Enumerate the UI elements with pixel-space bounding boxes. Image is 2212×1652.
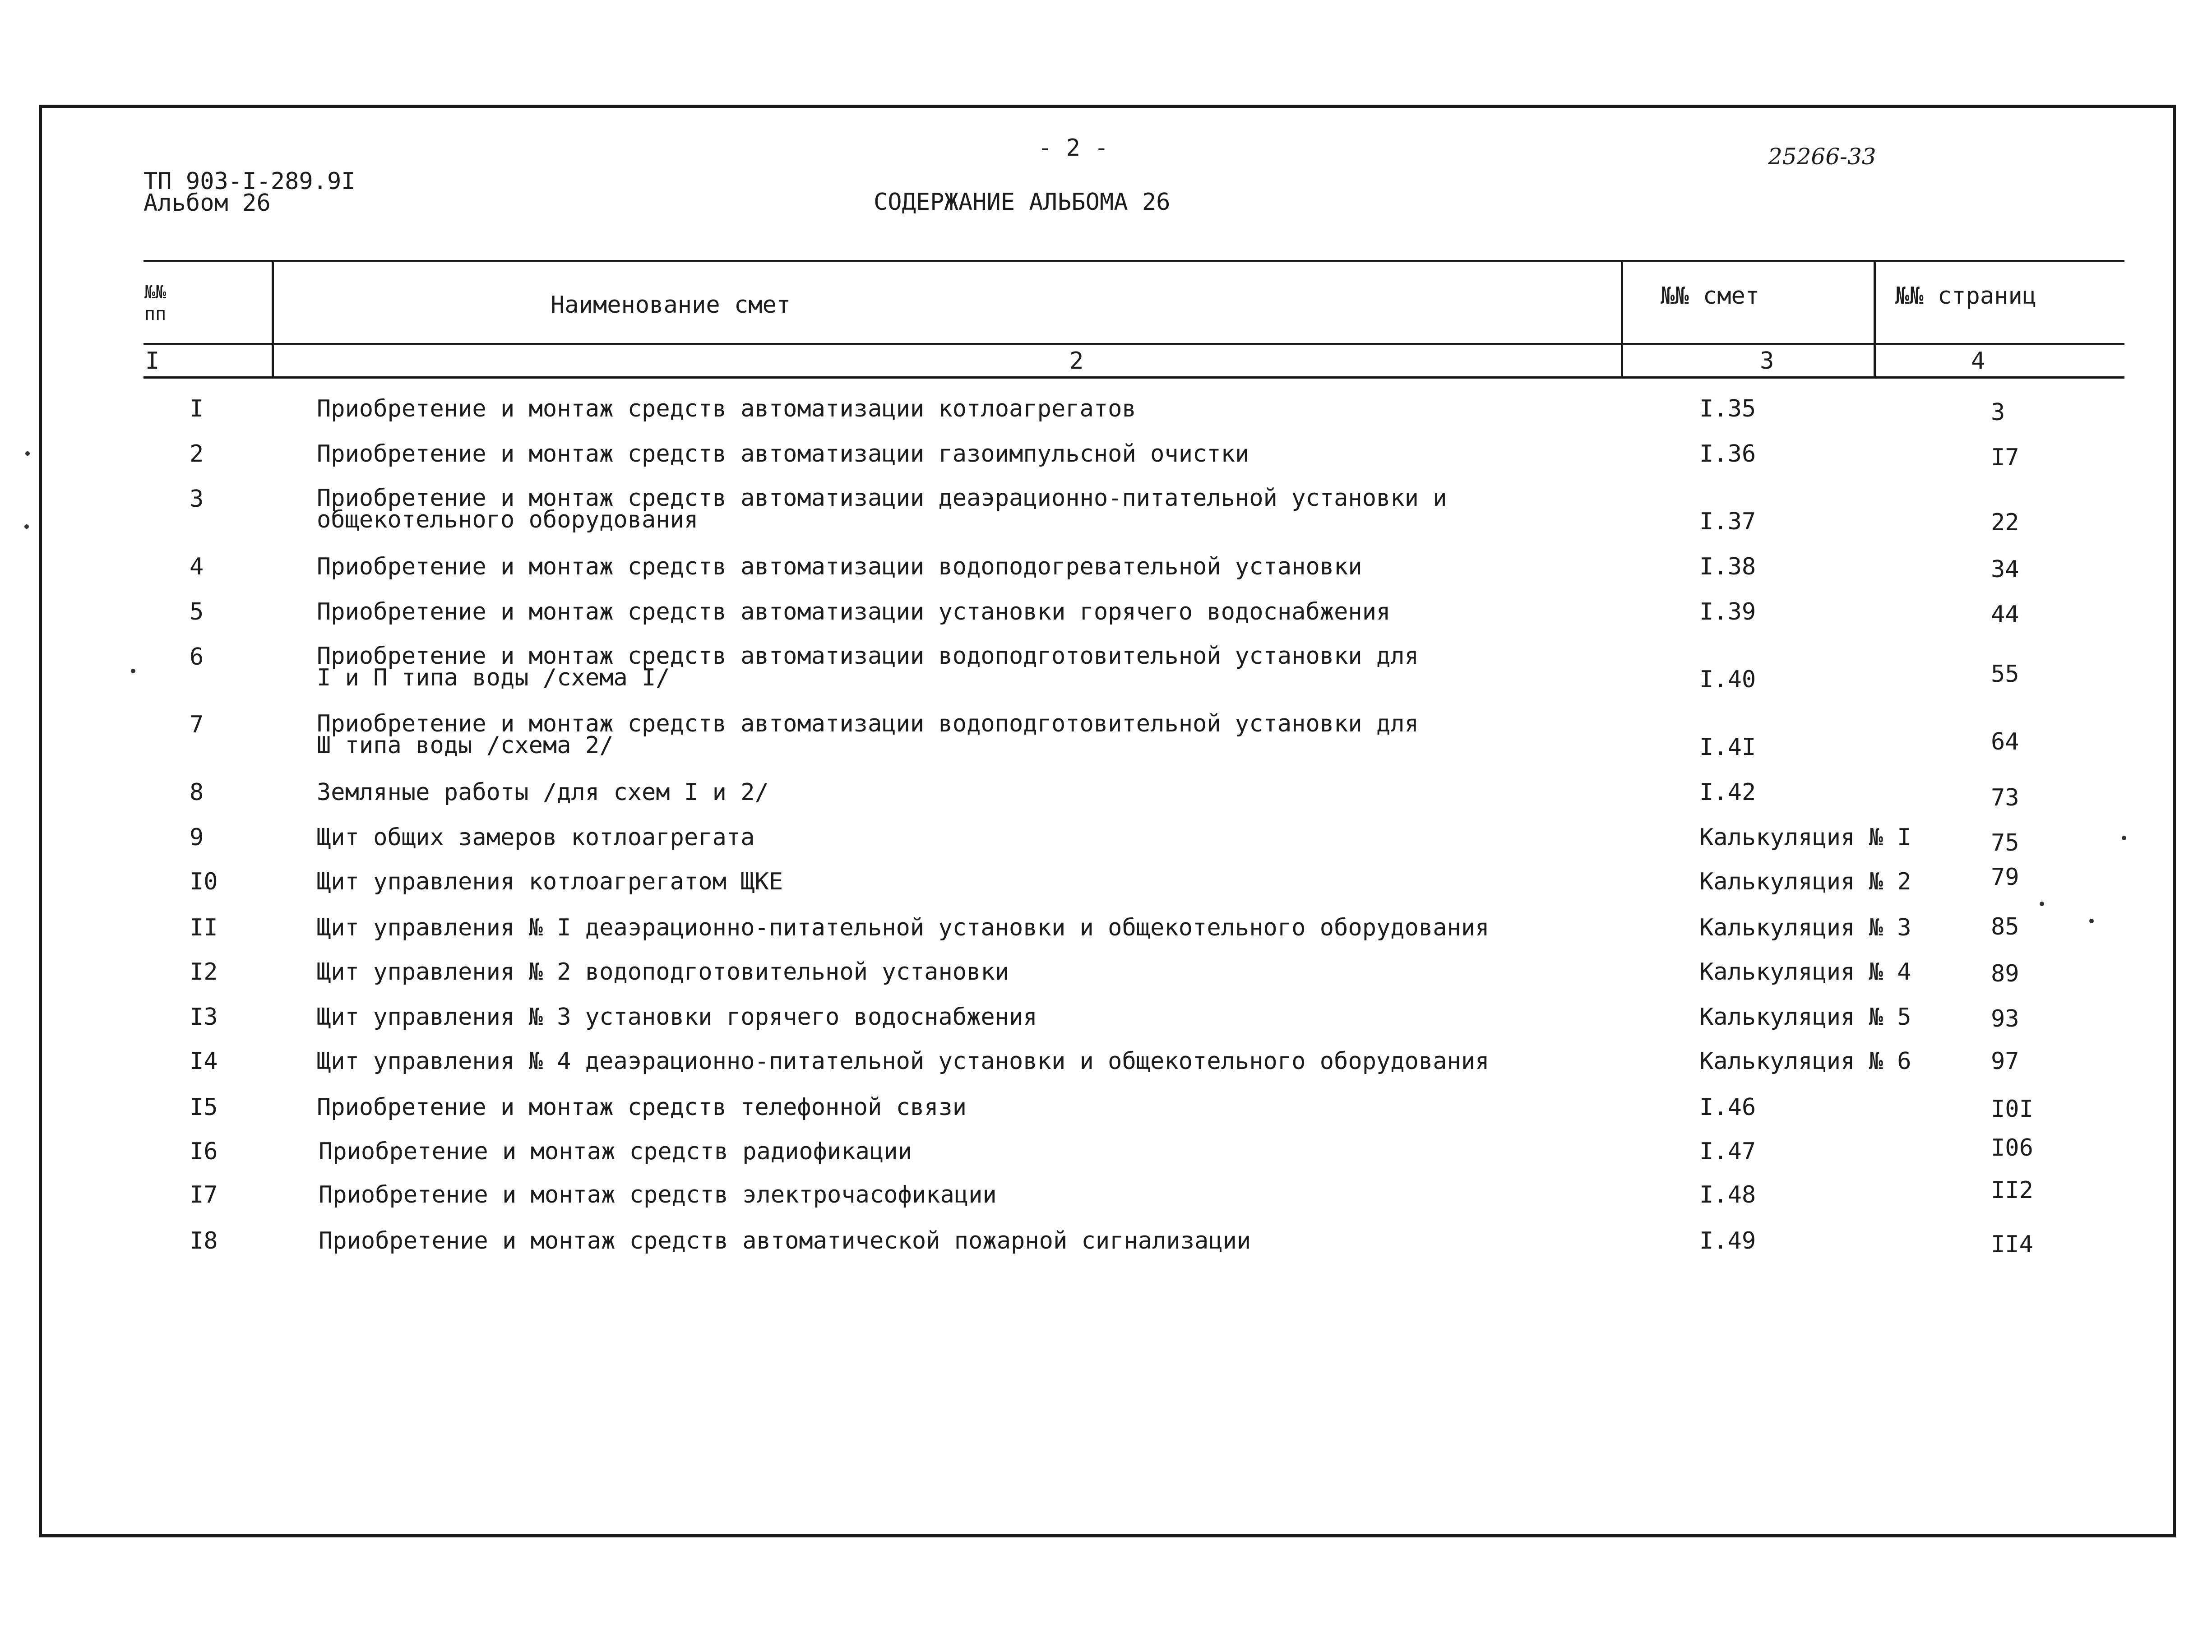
row-page: 93 bbox=[1991, 1005, 2019, 1032]
row-page: 22 bbox=[1991, 509, 2019, 536]
table-row bbox=[0, 397, 2212, 424]
row-estimate: I.39 bbox=[1699, 598, 1756, 625]
table-row bbox=[0, 442, 2212, 469]
col-header-title: Наименование смет bbox=[551, 292, 791, 319]
row-title: Приобретение и монтаж средств автоматизации водоподогревательной установки bbox=[317, 553, 1362, 580]
page-frame bbox=[39, 105, 2176, 1537]
row-number: 4 bbox=[190, 553, 204, 580]
table-row bbox=[0, 960, 2212, 987]
col-number-4: 4 bbox=[1971, 347, 1985, 375]
row-estimate: I.35 bbox=[1699, 395, 1756, 422]
table-row bbox=[0, 1134, 2212, 1167]
table-row bbox=[0, 1096, 2212, 1123]
table-row bbox=[0, 824, 2212, 856]
row-title: Щит общих замеров котлоагрегата bbox=[317, 824, 755, 851]
table-header-rule bbox=[143, 343, 2124, 345]
col-number-3: 3 bbox=[1760, 347, 1774, 375]
page-title: СОДЕРЖАНИЕ АЛЬБОМА 26 bbox=[874, 189, 1171, 216]
scan-speck bbox=[24, 524, 29, 529]
table-row bbox=[0, 487, 2212, 537]
row-estimate: I.46 bbox=[1699, 1094, 1756, 1121]
row-estimate: Калькуляция № I bbox=[1699, 824, 1911, 851]
row-title: Приобретение и монтаж средств электрочасофикации bbox=[319, 1181, 997, 1208]
col-header-estimate: №№ смет bbox=[1661, 282, 1760, 310]
row-title: Щит управления № I деаэрационно-питательной установки и общекотельного оборудования bbox=[317, 914, 1490, 941]
row-page: I0I bbox=[1991, 1096, 2033, 1123]
row-page: 89 bbox=[1991, 960, 2019, 987]
col-divider-2 bbox=[1621, 262, 1623, 377]
row-estimate: I.48 bbox=[1699, 1181, 1756, 1208]
row-title: Приобретение и монтаж средств автоматизации водоподготовительной установки для I и П типа воды /схема I/ bbox=[317, 643, 1419, 691]
col-header-num-bottom: пп bbox=[144, 304, 167, 324]
row-number: I6 bbox=[190, 1138, 218, 1165]
row-title: Щит управления № 4 деаэрационно-питательной установки и общекотельного оборудования bbox=[317, 1048, 1490, 1075]
row-estimate: I.37 bbox=[1699, 508, 1756, 535]
row-estimate: Калькуляция № 3 bbox=[1699, 914, 1911, 941]
row-number: 3 bbox=[190, 486, 204, 513]
row-estimate: I.36 bbox=[1699, 440, 1756, 467]
row-number: I3 bbox=[190, 1004, 218, 1031]
row-page: 55 bbox=[1991, 661, 2019, 688]
scan-speck bbox=[131, 669, 135, 673]
row-number: 5 bbox=[190, 598, 204, 625]
row-number: I7 bbox=[190, 1181, 218, 1208]
row-title: Приобретение и монтаж средств автоматизации установки горячего водоснабжения bbox=[317, 598, 1391, 625]
row-page: I06 bbox=[1991, 1134, 2033, 1161]
row-number: II bbox=[190, 914, 218, 941]
row-page: 97 bbox=[1991, 1048, 2019, 1075]
table-row bbox=[0, 1229, 2212, 1256]
row-estimate: Калькуляция № 2 bbox=[1699, 868, 1911, 895]
table-row bbox=[0, 710, 2212, 763]
col-header-pages: №№ страниц bbox=[1895, 282, 2037, 310]
doc-code: ТП 903-I-289.9I bbox=[143, 168, 356, 195]
row-estimate: Калькуляция № 5 bbox=[1699, 1004, 1911, 1031]
row-number: I8 bbox=[190, 1227, 218, 1254]
page-number: - 2 - bbox=[1038, 134, 1109, 162]
row-estimate: Калькуляция № 6 bbox=[1699, 1048, 1911, 1075]
row-page: 85 bbox=[1991, 913, 2019, 940]
col-header-num-top: №№ bbox=[144, 282, 167, 303]
row-page: 44 bbox=[1991, 601, 2019, 628]
row-title: Приобретение и монтаж средств автоматизации газоимпульсной очистки bbox=[317, 440, 1249, 467]
row-title: Щит управления № 3 установки горячего водоснабжения bbox=[317, 1004, 1037, 1031]
row-page: 79 bbox=[1991, 864, 2019, 891]
row-page: II4 bbox=[1991, 1231, 2033, 1258]
col-number-2: 2 bbox=[1069, 347, 1084, 375]
row-number: 7 bbox=[190, 711, 204, 738]
table-row bbox=[0, 913, 2212, 943]
table-row bbox=[0, 600, 2212, 627]
table-row bbox=[0, 555, 2212, 582]
table-row bbox=[0, 779, 2212, 811]
table-numbers-rule bbox=[143, 376, 2124, 379]
row-title: Приобретение и монтаж средств радиофикации bbox=[319, 1138, 912, 1165]
row-page: I7 bbox=[1991, 444, 2019, 471]
scan-speck bbox=[2040, 902, 2044, 906]
scan-speck bbox=[2122, 836, 2126, 840]
table-row bbox=[0, 1005, 2212, 1032]
row-page: 34 bbox=[1991, 556, 2019, 583]
table-top-rule bbox=[143, 260, 2124, 262]
row-estimate: I.4I bbox=[1699, 734, 1756, 761]
row-estimate: I.38 bbox=[1699, 553, 1756, 580]
row-title: Приобретение и монтаж средств автоматизации котлоагрегатов bbox=[317, 395, 1136, 422]
row-estimate: I.42 bbox=[1699, 779, 1756, 806]
row-title: Щит управления № 2 водоподготовительной установки bbox=[317, 958, 1009, 986]
row-page: II2 bbox=[1991, 1177, 2033, 1204]
row-estimate: Калькуляция № 4 bbox=[1699, 958, 1911, 986]
row-number: 2 bbox=[190, 440, 204, 467]
row-number: 6 bbox=[190, 643, 204, 671]
row-title: Щит управления котлоагрегатом ЩКЕ bbox=[317, 868, 783, 895]
row-number: I0 bbox=[190, 868, 218, 895]
row-number: 8 bbox=[190, 779, 204, 806]
col-divider-1 bbox=[272, 262, 274, 377]
row-title: Земляные работы /для схем I и 2/ bbox=[317, 779, 769, 806]
row-number: I bbox=[190, 395, 204, 422]
table-row bbox=[0, 1050, 2212, 1077]
row-page: 3 bbox=[1991, 399, 2005, 426]
row-title: Приобретение и монтаж средств автоматизации деаэрационно-питательной установки и общекотельного оборудования bbox=[317, 485, 1447, 533]
row-title: Приобретение и монтаж средств автоматической пожарной сигнализации bbox=[319, 1227, 1251, 1254]
scan-speck bbox=[25, 451, 30, 456]
row-page: 64 bbox=[1991, 728, 2019, 755]
row-number: I5 bbox=[190, 1094, 218, 1121]
row-page: 73 bbox=[1991, 784, 2019, 811]
table-row bbox=[0, 645, 2212, 695]
row-estimate: I.47 bbox=[1699, 1138, 1756, 1165]
row-title: Приобретение и монтаж средств телефонной связи bbox=[317, 1094, 967, 1121]
table-row bbox=[0, 1177, 2212, 1210]
row-page: 75 bbox=[1991, 829, 2019, 856]
row-number: I4 bbox=[190, 1048, 218, 1075]
album-label: Альбом 26 bbox=[143, 190, 271, 217]
table-row bbox=[0, 864, 2212, 897]
row-number: 9 bbox=[190, 824, 204, 851]
scan-speck bbox=[2089, 919, 2094, 923]
row-estimate: I.49 bbox=[1699, 1227, 1756, 1254]
row-title: Приобретение и монтаж средств автоматизации водоподготовительной установки для Ш типа воды /схема 2/ bbox=[317, 710, 1419, 759]
row-estimate: I.40 bbox=[1699, 666, 1756, 693]
row-number: I2 bbox=[190, 958, 218, 986]
col-divider-3 bbox=[1874, 262, 1876, 377]
col-number-1: I bbox=[145, 347, 160, 375]
archive-number: 25266-33 bbox=[1768, 143, 1876, 170]
